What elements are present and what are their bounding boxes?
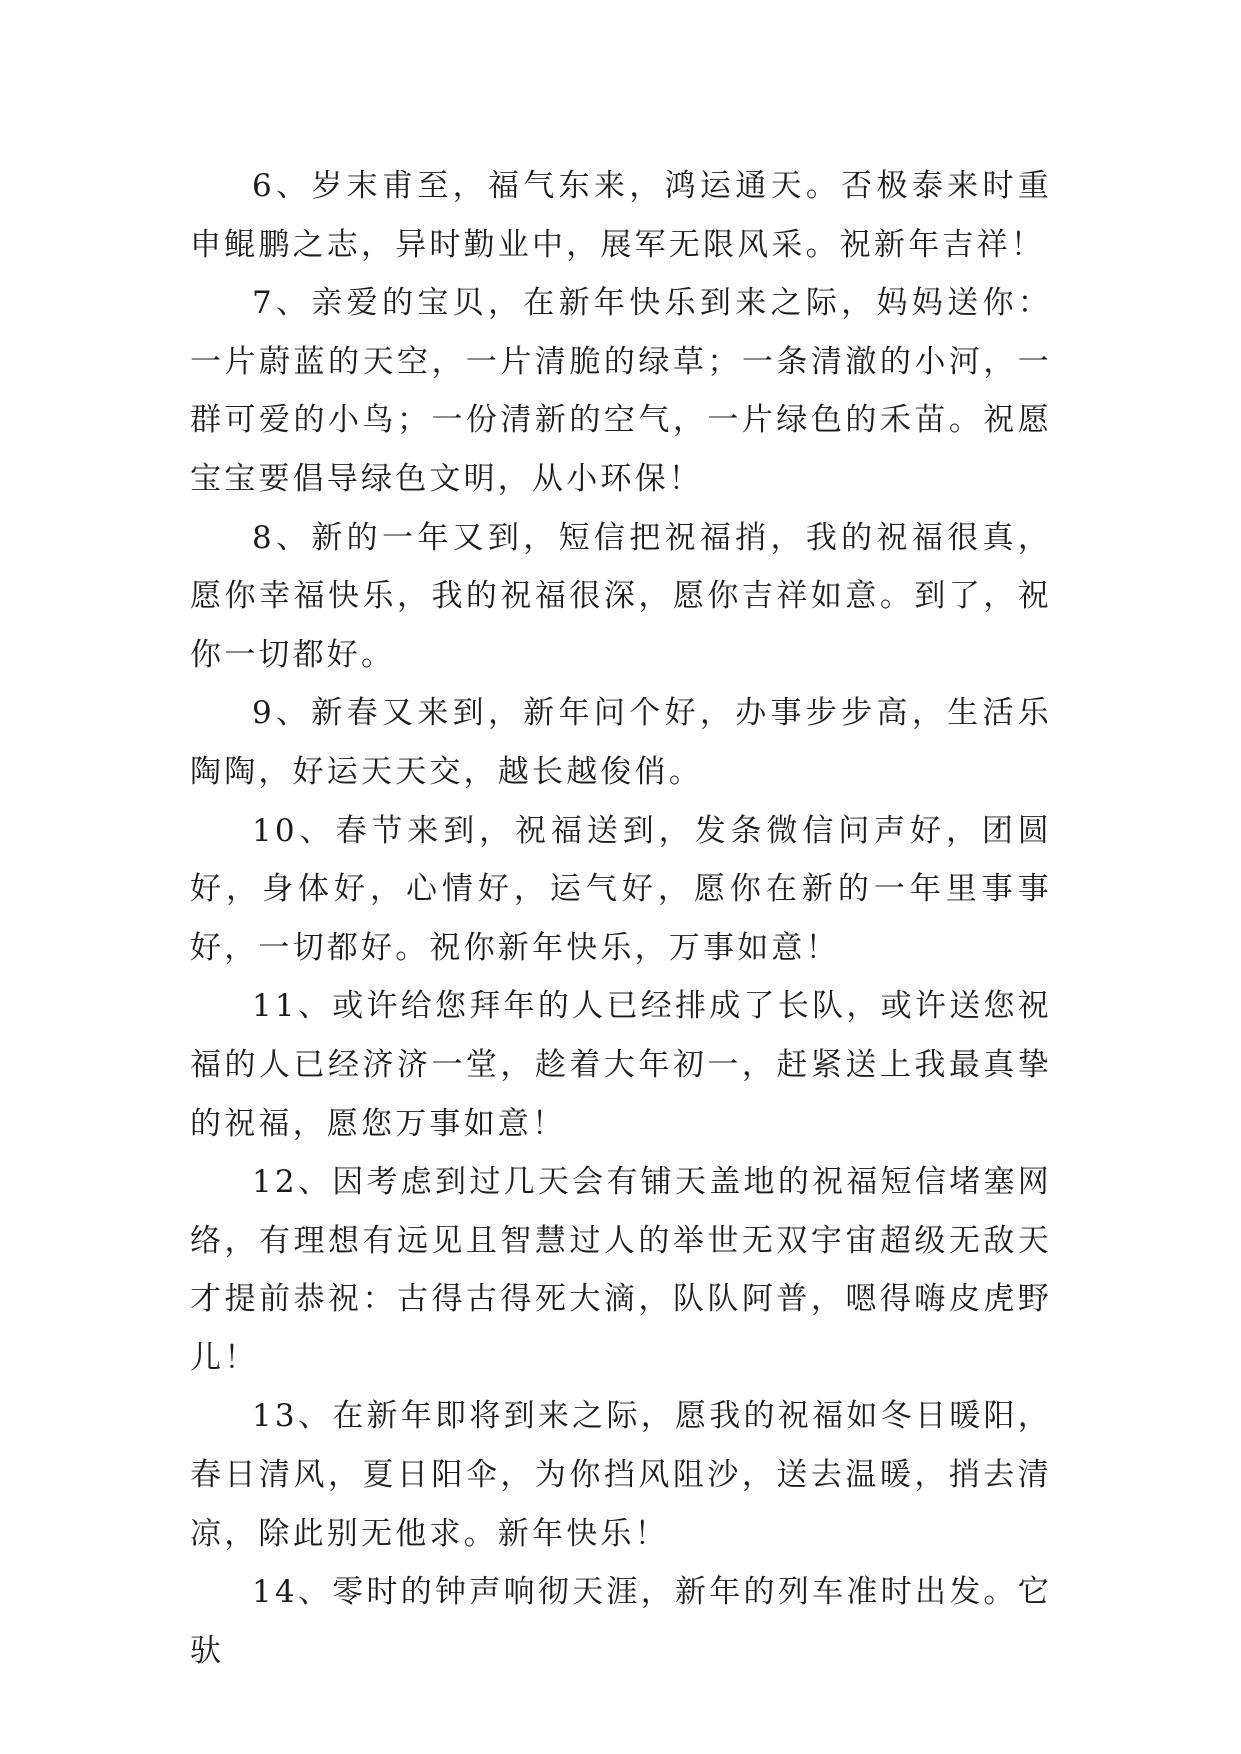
paragraph-6: 6、岁末甫至，福气东来，鸿运通天。否极泰来时重申鲲鹏之志，异时勤业中，展军无限风采。祝新年吉祥！ [190,168,1052,263]
paragraph-14: 14、零时的钟声响彻天涯，新年的列车准时出发。它驮 [190,1574,1052,1669]
paragraph-8: 8、新的一年又到，短信把祝福捎，我的祝福很真，愿你幸福快乐，我的祝福很深，愿你吉祥如意。到了，祝你一切都好。 [190,519,1052,673]
paragraph-7: 7、亲爱的宝贝，在新年快乐到来之际，妈妈送你：一片蔚蓝的天空，一片清脆的绿草；一条清澈的小河，一群可爱的小鸟；一份清新的空气，一片绿色的禾苗。祝愿宝宝要倡导绿色文明，从小环保！ [190,285,1052,497]
document-body [190,157,1052,1680]
paragraph-10: 10、春节来到，祝福送到，发条微信问声好，团圆好，身体好，心情好，运气好，愿你在新的一年里事事好，一切都好。祝你新年快乐，万事如意！ [190,812,1052,966]
paragraph-12: 12、因考虑到过几天会有铺天盖地的祝福短信堵塞网络，有理想有远见且智慧过人的举世无双宇宙超级无敌天才提前恭祝：古得古得死大滴，队队阿普，嗯得嗨皮虎野儿！ [190,1164,1052,1376]
paragraph-9: 9、新春又来到，新年问个好，办事步步高，生活乐陶陶，好运天天交，越长越俊俏。 [190,695,1052,790]
paragraph-13: 13、在新年即将到来之际，愿我的祝福如冬日暖阳，春日清风，夏日阳伞，为你挡风阻沙，送去温暖，捎去清凉，除此别无他求。新年快乐！ [190,1398,1052,1552]
paragraph-11: 11、或许给您拜年的人已经排成了长队，或许送您祝福的人已经济济一堂，趁着大年初一，赶紧送上我最真挚的祝福，愿您万事如意！ [190,988,1052,1142]
